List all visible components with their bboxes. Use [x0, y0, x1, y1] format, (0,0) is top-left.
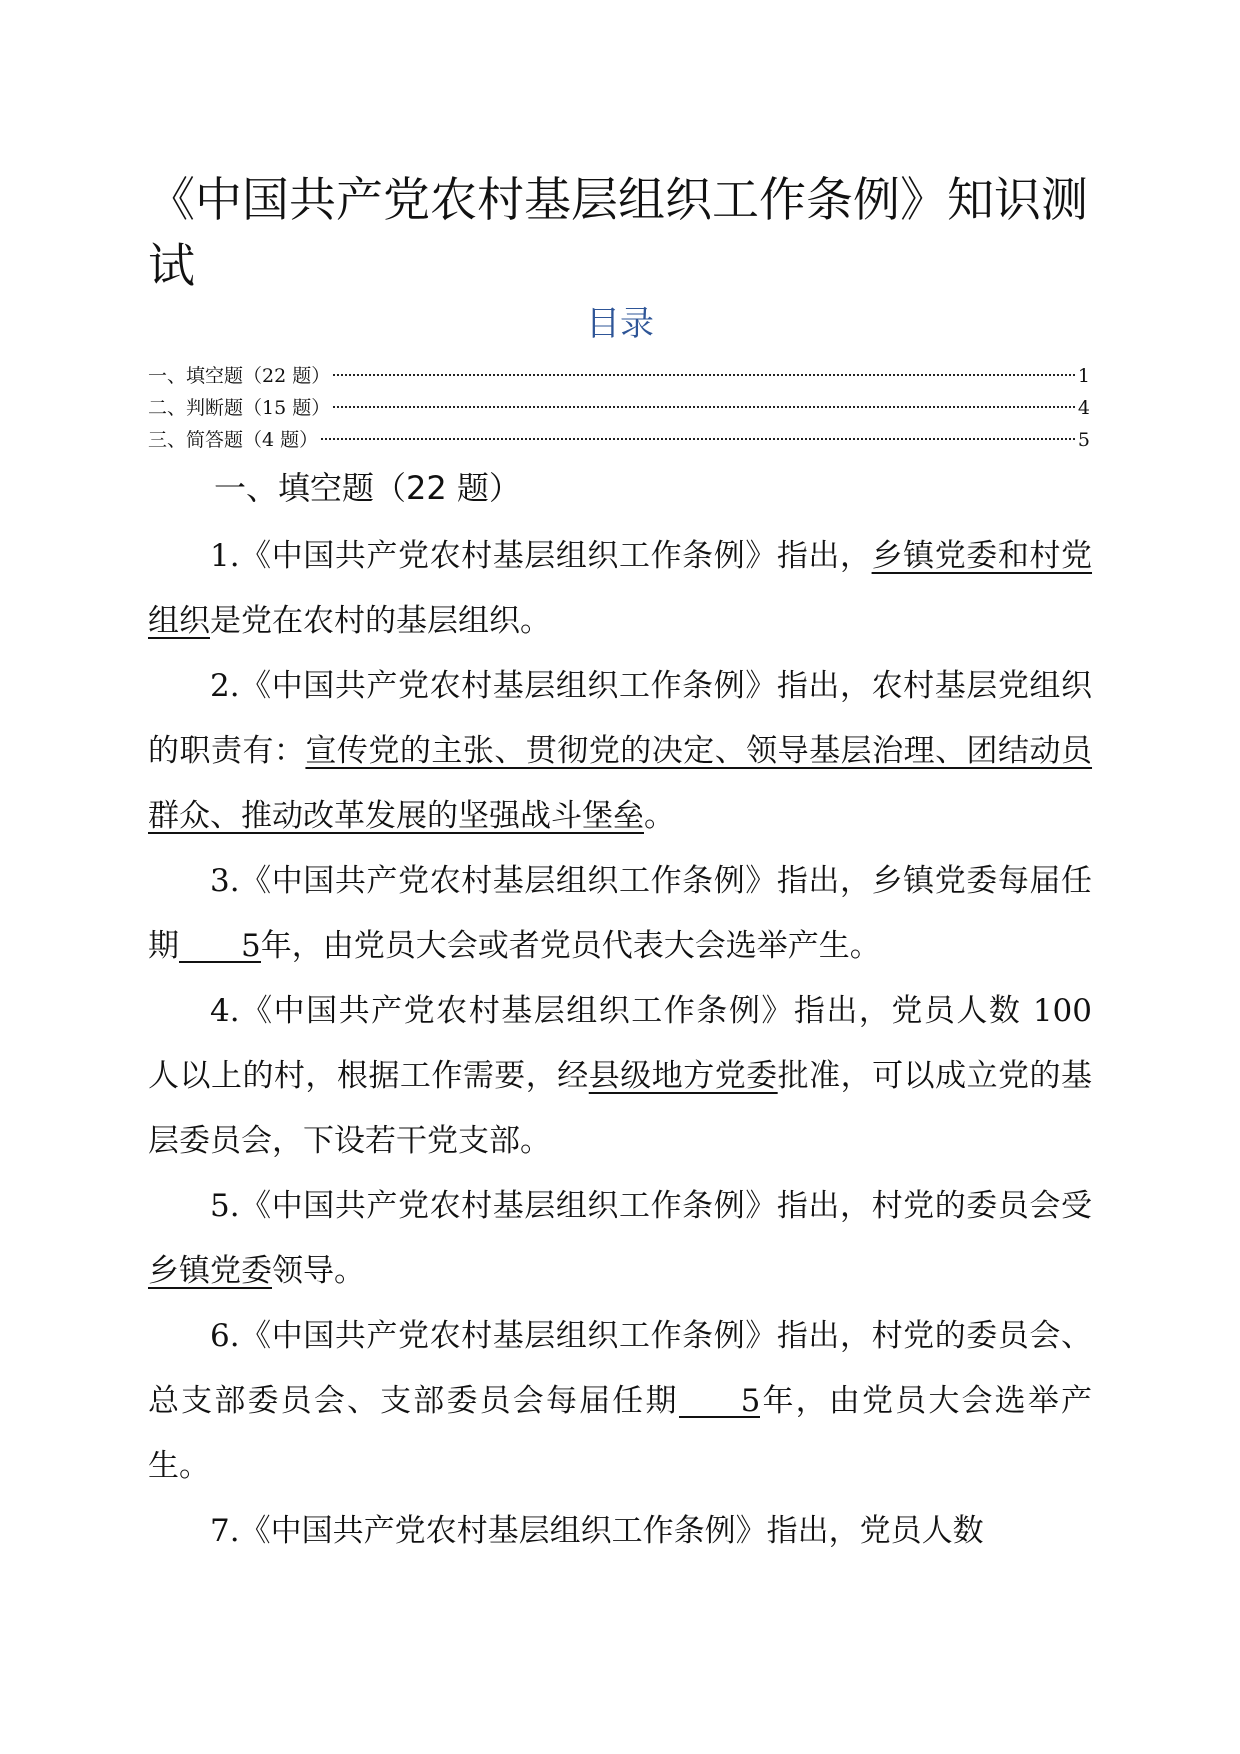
question-item [148, 1499, 1092, 1564]
question-text: 领导。 [272, 1253, 365, 1289]
question-list [148, 524, 1092, 1564]
toc-heading: 目录 [586, 304, 654, 344]
question-text: 1.《中国共产党农村基层组织工作条例》指出， [210, 538, 872, 574]
question-item [148, 849, 1092, 979]
question-text: 4.《中国共产党农村基层组织工作条例》指出，党员人数 100 人以上的村，根据工作需要，经 [148, 993, 1092, 1094]
question-answer: 乡镇党委和村党组织 [148, 538, 1093, 639]
question-text: 7.《中国共产党农村基层组织工作条例》指出，党员人数 [210, 1513, 984, 1549]
question-text: 2.《中国共产党农村基层组织工作条例》指出，农村基层党组织的职责有： [148, 668, 1092, 769]
question-text: 是党在农村的基层组织。 [210, 603, 551, 639]
question-item [148, 979, 1092, 1174]
question-item [148, 1174, 1092, 1304]
section-heading: 一、填空题（22 题） [214, 469, 521, 507]
question-answer-blank: 5 [679, 1386, 761, 1418]
document-title: 《中国共产党农村基层组织工作条例》知识测试 [148, 173, 1088, 294]
question-text: 批准，可以成立党的基层委员会，下设若干党支部。 [148, 1058, 1093, 1159]
toc-entry[interactable] [148, 360, 1090, 392]
question-item [148, 524, 1092, 654]
toc-entry-page: 1 [1077, 365, 1090, 387]
toc-entry-label: 二、判断题（15 题） [148, 397, 331, 419]
table-of-contents [148, 360, 1090, 456]
question-answer: 乡镇党委 [148, 1253, 272, 1289]
toc-entry-page: 4 [1077, 397, 1090, 419]
toc-leader-dots [333, 374, 1075, 376]
question-answer-blank: 5 [179, 931, 261, 963]
question-text: 。 [644, 798, 675, 834]
question-text: 5.《中国共产党农村基层组织工作条例》指出，村党的委员会受 [210, 1188, 1092, 1224]
toc-entry[interactable] [148, 424, 1090, 456]
question-item [148, 1304, 1092, 1499]
toc-leader-dots [333, 406, 1075, 408]
toc-leader-dots [321, 438, 1075, 440]
question-text: 6.《中国共产党农村基层组织工作条例》指出，村党的委员会、总支部委员会、支部委员会每届任期 [148, 1318, 1092, 1419]
toc-entry-label: 三、简答题（4 题） [148, 429, 319, 451]
question-text: 年，由党员大会选举产生。 [148, 1383, 1092, 1484]
question-answer: 县级地方党委 [588, 1058, 778, 1094]
question-answer: 宣传党的主张、贯彻党的决定、领导基层治理、团结动员群众、推动改革发展的坚强战斗堡垒 [148, 733, 1093, 834]
toc-entry[interactable] [148, 392, 1090, 424]
question-text: 年，由党员大会或者党员代表大会选举产生。 [260, 928, 881, 964]
toc-entry-page: 5 [1077, 429, 1090, 451]
question-item [148, 654, 1092, 849]
question-text: 3.《中国共产党农村基层组织工作条例》指出，乡镇党委每届任期 [148, 863, 1092, 964]
toc-entry-label: 一、填空题（22 题） [148, 365, 331, 387]
